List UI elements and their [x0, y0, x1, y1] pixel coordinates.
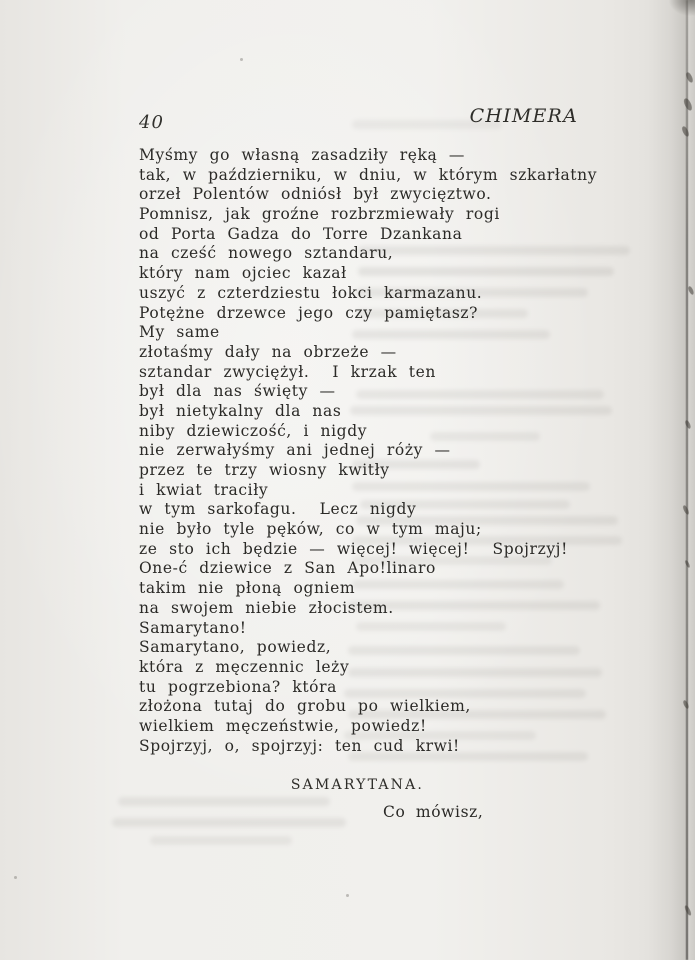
poem-line: Spojrzyj, o, spojrzyj: ten cud krwi! [139, 736, 460, 755]
poem-line: Potężne drzewce jego czy pamiętasz? [139, 303, 479, 322]
poem-line: My same [139, 323, 220, 342]
poem-line: złożona tutaj do grobu po wielkiem, [139, 697, 471, 716]
bleedthrough-smudge [150, 836, 292, 845]
bleedthrough-smudge [112, 818, 346, 827]
poem-line: nie było tyle pęków, co w tym maju; [139, 520, 482, 539]
poem-line: na cześć nowego sztandaru, [139, 244, 394, 263]
poem-line: od Porta Gadza do Torre Dzankana [139, 224, 463, 243]
poem-line: złotaśmy dały na obrzeże — [139, 342, 397, 361]
next-page-edge [688, 0, 695, 960]
poem-line: Samarytano! [139, 618, 247, 637]
poem-line: na swojem niebie złocistem. [139, 598, 394, 617]
poem-line: Samarytano, powiedz, [139, 638, 332, 657]
poem-line: był nietykalny dla nas [139, 401, 342, 420]
running-title: CHIMERA [469, 105, 578, 127]
speaker-heading: SAMARYTANA. [290, 777, 425, 793]
page-edge-line [686, 0, 688, 960]
poem-line: był dla nas święty — [139, 382, 336, 401]
poem-line: wielkiem męczeństwie, powiedz! [139, 716, 427, 735]
poem-line: tu pogrzebiona? która [139, 677, 337, 696]
poem-line: i kwiat traciły [139, 480, 269, 499]
page-number: 40 [139, 112, 164, 133]
scan-corner-shadow [669, 0, 695, 16]
poem-line: One-ć dziewice z San Apo!linaro [139, 559, 436, 578]
dialogue-first-line: Co mówisz, [383, 803, 484, 821]
poem-text-block [139, 146, 599, 756]
poem-line: ze sto ich będzie — więcej! więcej! Spojrzyj! [139, 539, 568, 558]
poem-line: niby dziewiczość, i nigdy [139, 421, 368, 440]
bleedthrough-smudge [118, 797, 330, 806]
poem-line: który nam ojciec kazał [139, 264, 347, 283]
poem-line: w tym sarkofagu. Lecz nigdy [139, 500, 417, 519]
poem-line: tak, w październiku, w dniu, w którym szkarłatny [139, 165, 598, 184]
poem-line: Myśmy go własną zasadziły ręką — [139, 146, 465, 164]
poem-line: orzeł Polentów odniósł był zwycięztwo. [139, 185, 492, 204]
poem-line: nie zerwałyśmy ani jednej róży — [139, 441, 451, 460]
poem-line: uszyć z czterdziestu łokci karmazanu. [139, 283, 483, 302]
poem-line: sztandar zwyciężył. I krzak ten [139, 362, 436, 381]
dust-dot [240, 58, 243, 61]
poem-line: przez te trzy wiosny kwitły [139, 461, 390, 479]
poem-line: takim nie płoną ogniem [139, 579, 356, 598]
poem-line: Pomnisz, jak groźne rozbrzmiewały rogi [139, 205, 500, 224]
poem-line: która z męczennic leży [139, 657, 350, 676]
dust-dot [14, 876, 17, 879]
dust-dot [346, 894, 349, 897]
